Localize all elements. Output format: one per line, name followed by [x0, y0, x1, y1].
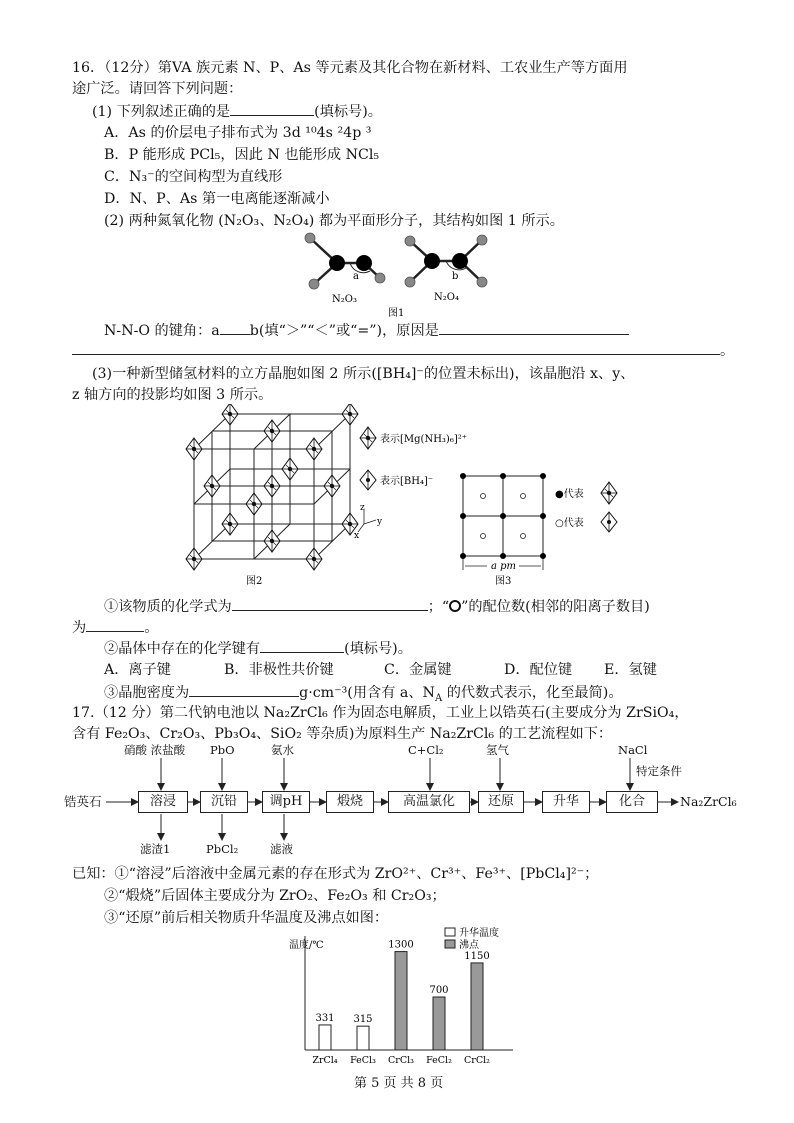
q17-known2: ②“煅烧”后固体主要成分为 ZrO₂、Fe₂O₃ 和 Cr₂O₃；: [104, 888, 446, 904]
legend-open-tetrahedron-icon: [601, 512, 617, 532]
figure-2-unit-cell: [180, 404, 480, 592]
bar-5: [471, 963, 483, 1050]
formula-blank[interactable]: [232, 596, 428, 611]
formula-prefix: ①该物质的化学式为: [104, 599, 232, 615]
bar-value-label-5: 1150: [464, 950, 490, 962]
legend-filled-label: ●代表: [555, 489, 584, 500]
legend-mg-octahedron-icon: [360, 427, 376, 449]
bond-angle-reason-blank[interactable]: [439, 320, 629, 335]
q16-part1-answer-blank[interactable]: [230, 101, 314, 116]
input-nacl: NaCl: [618, 743, 648, 757]
legend-sublimation: 升华温度: [459, 928, 499, 939]
figure-3-projection: [455, 466, 625, 588]
q16-part3-line1: (3)一种新型储氢材料的立方晶胞如图 2 所示([BH₄]⁻的位置未标出)，该晶胞沿 x、y、: [92, 366, 635, 382]
output-pbcl2: PbCl₂: [206, 842, 239, 856]
legend-mg-label: 表示[Mg(NH₃)₆]²⁺: [380, 434, 468, 445]
input-special-conditions: 特定条件: [636, 764, 682, 778]
angle-b-label: b: [452, 271, 459, 282]
step-adjust-ph: 调pH: [262, 791, 310, 813]
category-label-4: FeCl₂: [426, 1055, 452, 1066]
density-prefix: ③晶胞密度为: [104, 685, 190, 701]
legend-swatch-sublimation: [445, 928, 455, 936]
figure-2-caption: 图2: [246, 576, 263, 587]
coordination-prefix: 为: [72, 620, 87, 636]
bar-value-label-4: 700: [429, 985, 449, 996]
density-suffix: g·cm⁻³(用含有 a、N: [299, 685, 435, 701]
step-combination: 化合: [606, 791, 658, 813]
bond-option-b: B．非极性共价键: [224, 662, 334, 678]
step-reduction: 还原: [478, 791, 524, 813]
bar-4: [433, 997, 445, 1050]
q16-reason-line2: [72, 340, 734, 361]
oxygen-atom-icon: [405, 236, 415, 246]
oxygen-atom-icon: [405, 277, 415, 287]
bar-3: [395, 952, 407, 1050]
oxygen-atom-icon: [309, 279, 319, 289]
q16-sub2: [104, 638, 412, 659]
figure-1-molecules: [290, 228, 510, 320]
bond-types-prefix: ②晶体中存在的化学键有: [104, 641, 261, 657]
input-pbo: PbO: [210, 743, 235, 757]
axis-icon: [358, 510, 376, 532]
input-acids: 硝酸 浓盐酸: [124, 743, 186, 757]
output-filtrate: 滤液: [270, 842, 293, 856]
bar-value-label-3: 1300: [388, 939, 414, 951]
density-blank[interactable]: [189, 682, 299, 697]
bond-angle-mid: b(填“＞”“＜”或“=”)，原因是: [249, 323, 439, 339]
q16-part3-line2: z 轴方向的投影均如图 3 所示。: [72, 387, 273, 403]
bond-option-c: C．金属键: [384, 662, 452, 678]
legend-boiling: 沸点: [459, 940, 479, 951]
open-circle-icon: [449, 600, 461, 612]
input-hydrogen: 氢气: [486, 743, 509, 757]
figure-1-caption: 图1: [388, 308, 405, 319]
category-label-3: CrCl₃: [388, 1055, 414, 1066]
coordination-end: 。: [144, 620, 159, 636]
category-label-2: FeCl₃: [350, 1055, 376, 1066]
bond-types-blank[interactable]: [260, 638, 344, 653]
q17-stem-line1: 17.（12 分）第二代钠电池以 Na₂ZrCl₆ 作为固态电解质，工业上以锆英石(主要成分为 ZrSiO₄，: [72, 705, 689, 721]
axis-y-label: y: [377, 517, 383, 527]
nitrogen-atom-icon: [329, 255, 345, 271]
q16-sub1-line2: [72, 617, 158, 638]
reason-end-period: 。: [720, 343, 735, 359]
oxygen-atom-icon: [375, 273, 385, 283]
step-calcination: 煅烧: [326, 791, 374, 813]
q16-part2: (2) 两种氮氧化物 (N₂O₃、N₂O₄) 都为平面形分子，其结构如图 1 所示。: [104, 213, 564, 229]
page-footer: 第 5 页 共 8 页: [354, 1076, 444, 1091]
q16-part1-prefix: (1) 下列叙述正确的是: [92, 104, 231, 120]
q16-sub1-line1: [104, 596, 650, 617]
bond-option-d: D．配位键: [504, 662, 573, 678]
q16-option-d: D．N、P、As 第一电离能逐渐减小: [104, 191, 330, 207]
q16-option-b: B．P 能形成 PCl₅，因此 N 也能形成 NCl₅: [104, 147, 380, 163]
q16-option-a: A．As 的价层电子排布式为 3d ¹⁰4s ²4p ³: [104, 125, 372, 141]
q16-bond-angle-question: [104, 320, 629, 341]
output-residue1: 滤渣1: [140, 842, 171, 856]
oxygen-atom-icon: [477, 277, 487, 287]
q16-part1: [92, 101, 382, 122]
mg-nh3-octahedron-icons: [186, 404, 358, 570]
nitrogen-atom-icon: [424, 253, 440, 269]
nitrogen-atom-icon: [356, 255, 372, 271]
bond-option-e: E．氢键: [604, 662, 657, 678]
bond-option-a: A．离子键: [104, 662, 171, 678]
legend-swatch-boiling: [445, 940, 455, 948]
n2o3-label: N₂O₃: [332, 294, 357, 305]
input-carbon-chlorine: C+Cl₂: [408, 743, 444, 757]
legend-open-label: ○代表: [555, 518, 584, 529]
q16-stem-line2: 途广泛。请回答下列问题：: [72, 81, 243, 97]
q16-stem-line1: 16．（12分）第VA 族元素 N、P、As 等元素及其化合物在新材料、工农业生产等方面用: [72, 60, 628, 76]
density-end: 的代数式表示，化至最简)。: [442, 685, 623, 701]
q17-known3: ③“还原”前后相关物质升华温度及沸点如图：: [104, 910, 389, 926]
bond-angle-compare-blank[interactable]: [220, 320, 250, 335]
angle-a-label: a: [353, 271, 359, 282]
dimension-label: a pm: [491, 561, 517, 572]
axis-z-label: z: [360, 503, 365, 513]
coordination-number-blank[interactable]: [86, 617, 144, 632]
y-axis-label: 温度/℃: [289, 940, 324, 951]
axis-x-label: x: [354, 531, 360, 541]
q17-stem-line2: 含有 Fe₂O₃、Cr₂O₃、Pb₃O₄、SiO₂ 等杂质)为原料生产 Na₂ZrCl₆ 的工艺流程如下：: [72, 726, 613, 742]
bar-2: [357, 1026, 369, 1050]
n2o4-label: N₂O₄: [434, 292, 459, 303]
oxygen-atom-icon: [305, 233, 315, 243]
coordination-suffix: ”的配位数(相邻的阳离子数目): [461, 599, 650, 615]
step-leaching: 溶浸: [138, 791, 188, 813]
input-ammonia: 氨水: [271, 743, 294, 757]
bar-value-label-2: 315: [353, 1014, 373, 1026]
legend-filled-octahedron-icon: [601, 482, 617, 504]
bar-value-label-1: 331: [315, 1012, 335, 1024]
category-label-1: ZrCl₄: [312, 1055, 338, 1066]
legend-bh4-label: 表示[BH₄]⁻: [380, 476, 434, 487]
bond-angle-reason-blank-2[interactable]: [72, 340, 720, 355]
oxygen-atom-icon: [477, 235, 487, 245]
step-sublimation: 升华: [542, 791, 590, 813]
formula-mid: ；“: [427, 599, 450, 615]
step-chlorination: 高温氯化: [388, 791, 470, 813]
legend-bh4-tetrahedron-icon: [360, 470, 376, 490]
figure-3-caption: 图3: [495, 576, 512, 587]
bond-types-suffix: (填标号)。: [344, 641, 412, 657]
category-label-5: CrCl₂: [464, 1055, 490, 1066]
q17-known1: 已知：①“溶浸”后溶液中金属元素的存在形式为 ZrO²⁺、Cr³⁺、Fe³⁺、[PbCl₄]²⁻；: [72, 866, 599, 882]
q16-option-c: C．N₃⁻的空间构型为直线形: [104, 169, 283, 185]
bar-1: [319, 1025, 331, 1050]
flow-product: Na₂ZrCl₆: [680, 794, 737, 809]
density-subscript: A: [434, 692, 443, 704]
flow-start-material: 锆英石: [64, 794, 102, 809]
nitrogen-atom-icon: [452, 253, 468, 269]
temperature-bar-chart: [285, 924, 525, 1072]
bond-angle-prefix: N-N-O 的键角：a: [104, 323, 220, 339]
q16-sub2-options: [104, 660, 657, 680]
q16-part1-suffix: (填标号)。: [314, 104, 382, 120]
step-lead-precipitation: 沉铅: [200, 791, 248, 813]
